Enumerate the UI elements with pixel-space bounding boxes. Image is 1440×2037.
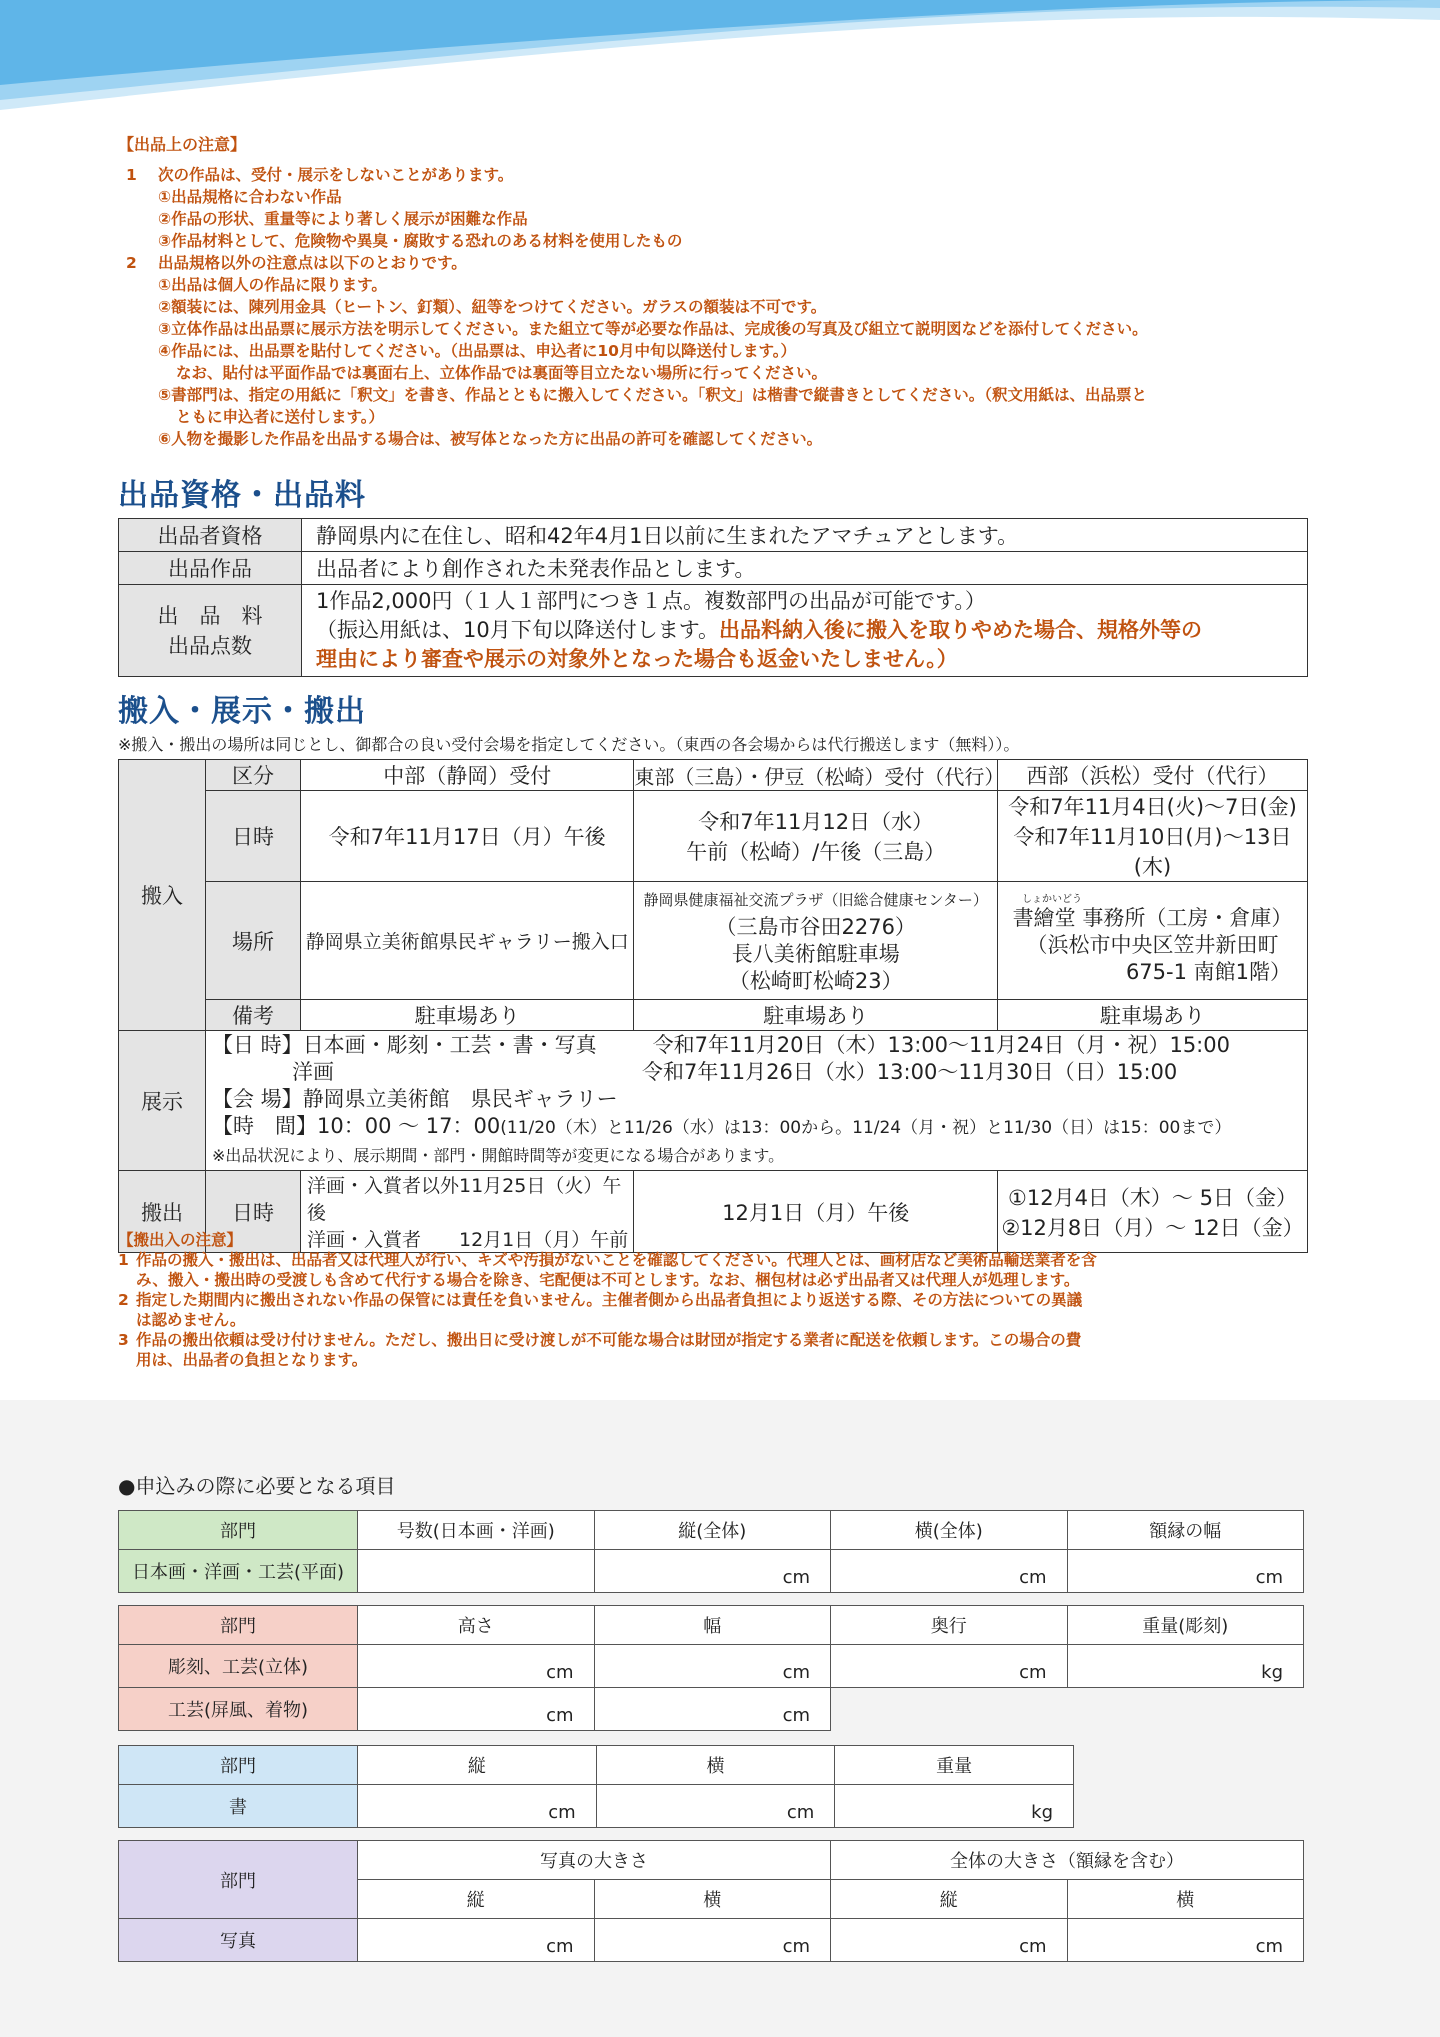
calligraphy-table: 部門 縦 横 重量 書 cm cm kg xyxy=(118,1745,1074,1828)
qualification-table xyxy=(118,518,1308,677)
form-title: ●申込みの際に必要となる項目 xyxy=(118,1474,396,1498)
caution-sub: なお、貼付は平面作品では裏面右上、立体作品では裏面等目立たない場所に行ってください。 xyxy=(176,364,828,382)
cautions-heading: 【出品上の注意】 xyxy=(118,135,247,154)
photo-table: 部門 写真の大きさ 全体の大きさ（額縁を含む） 縦 横 縦 横 写真 cm cm cm cm xyxy=(118,1840,1304,1962)
schedule-note: ※搬入・搬出の場所は同じとし、御都合の良い受付会場を指定してください。（東西の各会場からは代行搬送します（無料））。 xyxy=(118,735,1020,754)
schedule-title: 搬入・展示・搬出 xyxy=(118,694,366,729)
schedule-table: 搬入 区分 中部（静岡）受付 東部（三島）・伊豆（松崎）受付（代行） 西部（浜松）受付（代行） 日時 令和7年11月17日（月）午後 令和7年11月12日（水） 午前（松崎）/午後（三島） 令和7年11月4日(火)～7日(金) 令和7年11月10日(月)～13日(木) 場所 静岡県立美術館県民ギャラリー搬入口 静岡県健康福祉交流プラザ（旧総合健康センター） （三島市谷田2276） 長八美術館駐車場 （松崎町松崎23） しょかいどう 書繪堂 事務所（工房・倉庫） （浜松市中央区笠井新田町 675-1 南館1階） 備考 駐車場あり 駐車場あり 駐車場あり 展示 【日 時】日本画・彫刻・工芸・書・写真 令和7年11月20日（木）13:00～11月24日（月・祝）15:00 洋画 令和7年11月26日（水）13:00～11月30日（日）15:00 【会 場】静岡県立美術館 県民ギャラリー 【時 間】10：00 ～ 17：00(11/20（木）と11/26（水）は13：00から。11/24（月・祝）と11/30（日）は15：00まで） ※出品状況により、展示期間・部門・開館時間等が変更になる場合があります。 搬出 日時 洋画・入賞者以外11月25日（火）午後 洋画・入賞者 12月1日（月）午前 12月1日（月）午後 ①12月4日（木）～ 5日（金） ②12月8日（月）～ 12日（金） xyxy=(118,759,1308,1253)
caution-sub: ①出品は個人の作品に限ります。 xyxy=(158,276,387,294)
table-row: 出 品 料 出品点数 1作品2,000円（１人１部門につき１点。複数部門の出品が可能です。） （振込用紙は、10月下旬以降送付します。出品料納入後に搬入を取りやめた場合、規格外等の 理由により審査や展示の対象外となった場合も返金いたしません。） xyxy=(119,585,1308,677)
schedule-section xyxy=(118,686,1308,1253)
caution-sub: ①出品規格に合わない作品 xyxy=(158,188,342,206)
exhibit-cautions xyxy=(118,134,1308,450)
caution-sub: ③立体作品は出品票に展示方法を明示してください。また組立て等が必要な作品は、完成後の写真及び組立て説明図などを添付してください。 xyxy=(158,320,1148,338)
caution-item: 2 出品規格以外の注意点は以下のとおりです。 xyxy=(126,254,467,272)
caution-sub: ともに申込者に送付します。） xyxy=(176,408,385,426)
caution-sub: ②作品の形状、重量等により著しく展示が困難な作品 xyxy=(158,210,528,228)
qualification-title: 出品資格・出品料 xyxy=(118,478,366,513)
delivery-caution-item: 3 作品の搬出依頼は受け付けません。ただし、搬出日に受け渡しが不可能な場合は財団が指定する業者に配送を依頼します。この場合の費 xyxy=(118,1331,1082,1349)
delivery-caution-item: 1 作品の搬入・搬出は、出品者又は代理人が行い、キズや汚損がないことを確認してください。代理人とは、画材店など美術品輸送業者を含 xyxy=(118,1251,1097,1269)
table-row: 出品者資格 静岡県内に在住し、昭和42年4月1日以前に生まれたアマチュアとします。 xyxy=(119,519,1308,552)
caution-sub: ④作品には、出品票を貼付してください。（出品票は、申込者に10月中旬以降送付します。） xyxy=(158,342,796,360)
delivery-caution-item: 2 指定した期間内に搬出されない作品の保管には責任を負いません。主催者側から出品者負担により返送する際、その方法についての異議 xyxy=(118,1291,1083,1309)
caution-sub: ②額装には、陳列用金具（ヒートン、釘類）、紐等をつけてください。ガラスの額装は不可です。 xyxy=(158,298,827,316)
flat-works-table: 部門 号数(日本画・洋画) 縦(全体) 横(全体) 額縁の幅 日本画・洋画・工芸(平面) cm cm cm xyxy=(118,1510,1304,1593)
caution-sub: ⑤書部門は、指定の用紙に「釈文」を書き、作品とともに搬入してください。「釈文」は楷書で縦書きとしてください。（釈文用紙は、出品票と xyxy=(158,386,1148,404)
application-items-panel xyxy=(0,1400,1440,2037)
caution-item: 1 次の作品は、受付・展示をしないことがあります。 xyxy=(126,166,514,184)
header-wave-decoration xyxy=(0,0,1440,120)
table-row: 出品作品 出品者により創作された未発表作品とします。 xyxy=(119,552,1308,585)
caution-sub: ③作品材料として、危険物や異臭・腐敗する恐れのある材料を使用したもの xyxy=(158,232,683,250)
delivery-cautions-heading: 【搬出入の注意】 xyxy=(118,1231,243,1249)
caution-sub: ⑥人物を撮影した作品を出品する場合は、被写体となった方に出品の許可を確認してください。 xyxy=(158,430,823,448)
qualification-section xyxy=(118,470,1308,677)
sculpture-table: 部門 高さ 幅 奥行 重量(彫刻) 彫刻、工芸(立体) cm cm cm kg 工芸(屏風、着物) cm cm xyxy=(118,1605,1304,1731)
delivery-cautions: 【搬出入の注意】 1 作品の搬入・搬出は、出品者又は代理人が行い、キズや汚損がないことを確認してください。代理人とは、画材店など美術品輸送業者を含 み、搬入・搬出時の受渡しも含めて代行する場合を除き、宅配便は不可とします。なお、梱包材は必ず出品者又は代理人が処理します。 2 指定した期間内に搬出されない作品の保管には責任を負いません。主催者側から出品者負担により返送する際、その方法についての異議 は認めません。 3 作品の搬出依頼は受け付けません。ただし、搬出日に受け渡しが不可能な場合は財団が指定する業者に配送を依頼します。この場合の費 用は、出品者の負担となります。 xyxy=(118,1230,1308,1370)
